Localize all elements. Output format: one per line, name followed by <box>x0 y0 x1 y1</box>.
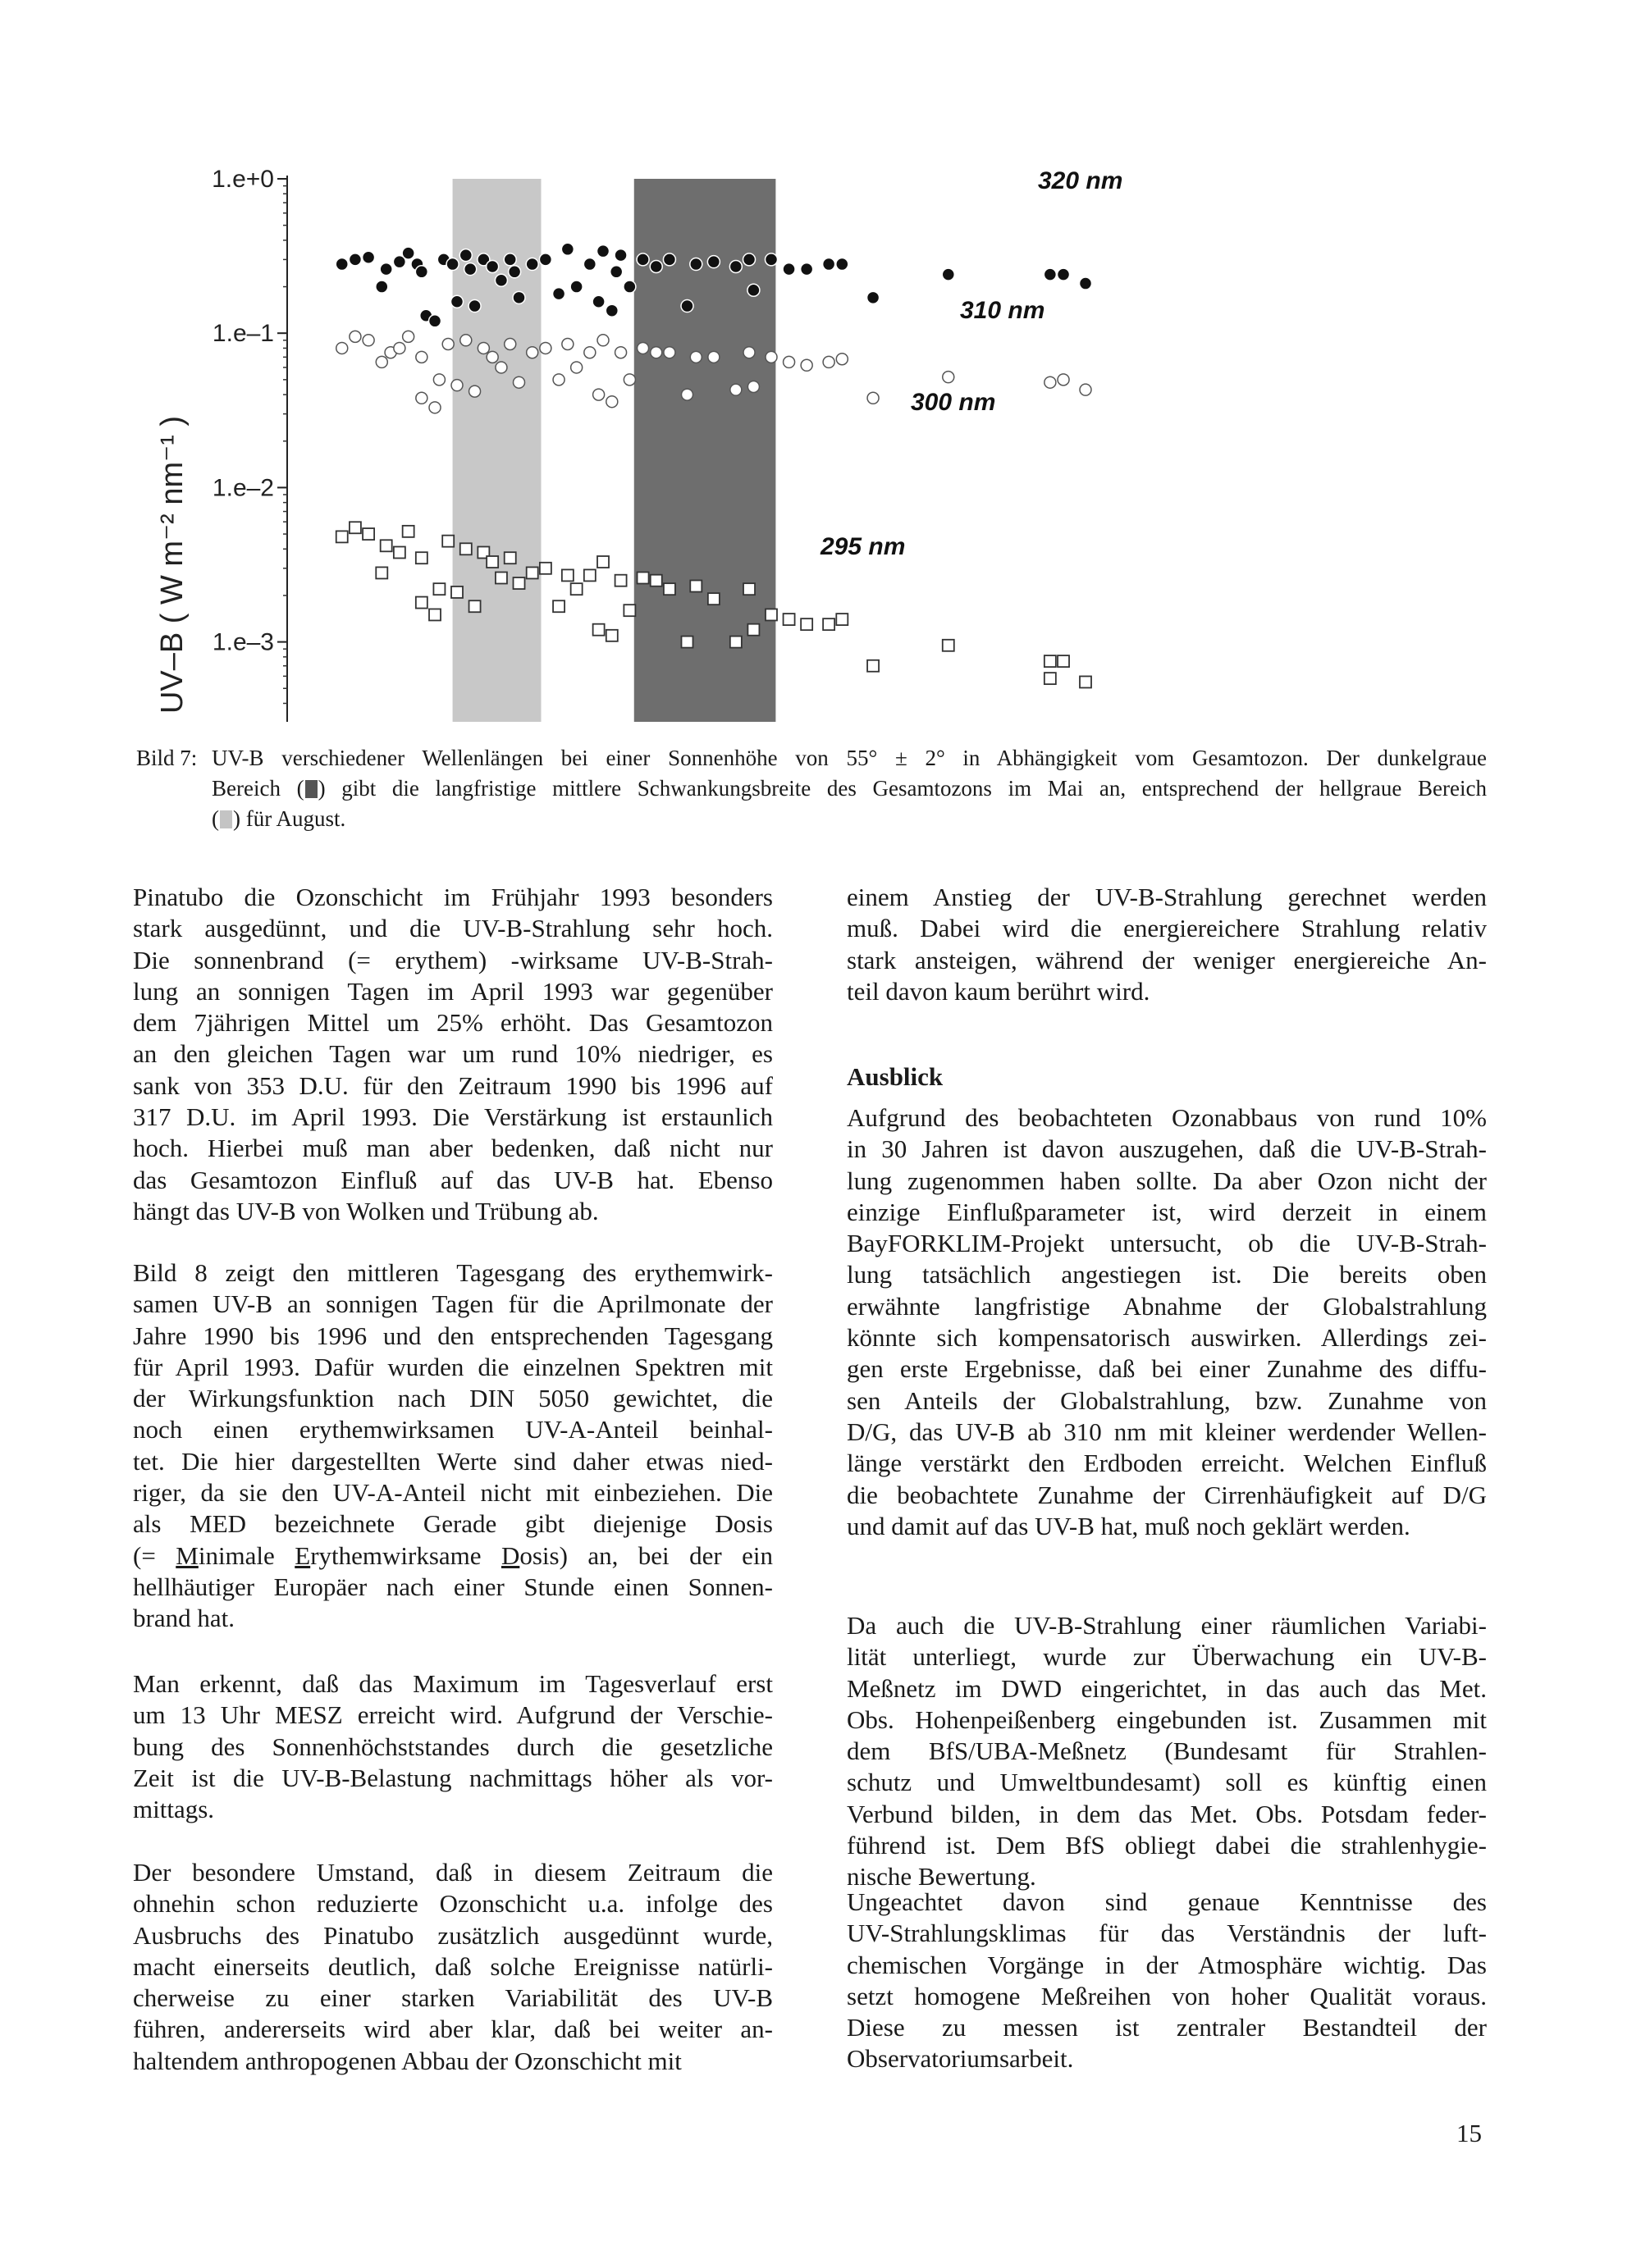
y-tick-label: 1.e–2 <box>212 474 274 502</box>
data-point-310nm <box>624 374 635 386</box>
data-point-310nm <box>593 389 605 400</box>
text-line: BayFORKLIM-Projekt untersucht, ob die UV-B-Strah- <box>847 1229 1487 1258</box>
text-line: Man erkennt, daß das Maximum im Tagesverlauf erst <box>133 1669 773 1698</box>
paragraph <box>133 882 773 1227</box>
text-line: einem Anstieg der UV-B-Strahlung gerechnet werden <box>847 883 1487 911</box>
data-point-300nm <box>394 546 405 558</box>
data-point-310nm <box>562 338 574 349</box>
text-line: Da auch die UV-B-Strahlung einer räumlichen Variabi- <box>847 1611 1487 1640</box>
data-point-320nm <box>743 253 756 266</box>
data-point-310nm <box>505 338 516 349</box>
paragraph <box>847 1102 1487 1542</box>
paragraph <box>133 1857 773 2077</box>
text-line: der Wirkungsfunktion nach DIN 5050 gewichtet, die <box>133 1384 773 1413</box>
data-point-320nm <box>363 251 375 263</box>
data-point-300nm <box>597 556 609 568</box>
caption-label: Bild 7: <box>136 746 198 770</box>
data-point-320nm <box>592 295 605 308</box>
paragraph <box>133 1668 773 1825</box>
data-point-310nm <box>350 331 361 342</box>
data-point-320nm <box>624 281 636 293</box>
data-point-320nm <box>469 300 481 313</box>
series-label-295nm: 295 nm <box>820 533 906 560</box>
text-line: macht einerseits deutlich, daß solche Ereignisse natürli- <box>133 1951 773 1981</box>
text-line: für April 1993. Dafür wurden die einzelnen Spektren mit <box>133 1352 773 1381</box>
data-point-300nm <box>487 556 498 568</box>
text-line: bung des Sonnenhöchststandes durch die gesetzliche <box>133 1732 773 1761</box>
text-line: sen Anteils der Globalstrahlung, bzw. Zunahme von <box>847 1385 1487 1415</box>
y-tick-label: 1.e–1 <box>212 320 274 348</box>
data-point-300nm <box>527 567 538 578</box>
text-line: Bild 8 zeigt den mittleren Tagesgang des erythemwirk- <box>133 1258 773 1287</box>
data-point-310nm <box>1044 376 1056 388</box>
data-point-320nm <box>867 291 880 303</box>
data-point-320nm <box>801 263 813 276</box>
data-point-300nm <box>416 552 427 564</box>
text-line: stark ausgedünnt, und die UV-B-Strahlung sehr hoch. <box>133 914 773 943</box>
y-tick-label: 1.e+0 <box>212 166 274 193</box>
data-point-300nm <box>1044 655 1056 667</box>
data-point-320nm <box>729 261 742 273</box>
data-point-300nm <box>743 583 755 595</box>
text-line: einzige Einflußparameter ist, wird derzeit in einem <box>847 1197 1487 1226</box>
data-point-300nm <box>562 569 574 581</box>
data-point-300nm <box>638 573 649 584</box>
data-point-310nm <box>664 347 675 358</box>
text-line: 317 D.U. im April 1993. Die Verstärkung ist erstaunlich <box>133 1102 773 1132</box>
data-point-310nm <box>651 347 662 358</box>
section-heading: Ausblick <box>847 1062 944 1091</box>
text-line: dem BfS/UBA-Meßnetz (Bundesamt für Strahlen- <box>847 1736 1487 1766</box>
data-point-310nm <box>394 342 405 354</box>
text-line: Ausbruchs des Pinatubo zusätzlich ausgedünnt wurde, <box>133 1920 773 1950</box>
text-line: Observatoriumsarbeit. <box>847 2044 1074 2074</box>
data-point-300nm <box>505 552 516 564</box>
text-line: riger, da sie den UV-A-Anteil nicht mit einbeziehen. Die <box>133 1478 773 1508</box>
text-line: Obs. Hohenpeißenberg eingebunden ist. Zusammen mit <box>847 1704 1487 1734</box>
text-line: als MED bezeichnete Gerade gibt diejenige Dosis <box>133 1509 773 1539</box>
dark-gray-swatch-icon <box>305 780 318 798</box>
text-line: nische Bewertung. <box>847 1862 1036 1892</box>
light-gray-swatch-icon <box>220 810 232 828</box>
data-point-310nm <box>836 354 848 365</box>
data-point-320nm <box>570 281 583 293</box>
data-point-310nm <box>416 392 427 404</box>
data-point-320nm <box>707 256 720 268</box>
data-point-300nm <box>571 583 583 595</box>
caption-line: ( ) für August. <box>212 806 346 831</box>
data-point-300nm <box>433 583 445 595</box>
data-point-310nm <box>708 351 720 363</box>
data-point-300nm <box>381 540 392 551</box>
data-point-310nm <box>336 342 348 354</box>
y-tick-label: 1.e–3 <box>212 628 274 656</box>
data-point-310nm <box>867 392 879 404</box>
data-point-310nm <box>478 342 489 354</box>
data-point-320nm <box>637 253 649 266</box>
data-point-300nm <box>416 597 427 609</box>
data-point-300nm <box>708 593 720 605</box>
data-point-320nm <box>597 245 610 258</box>
data-point-310nm <box>527 347 538 358</box>
data-point-320nm <box>415 266 427 278</box>
data-point-310nm <box>496 362 507 373</box>
data-point-320nm <box>450 295 463 308</box>
y-axis-label: UV–B ( W m⁻² nm⁻¹ ) <box>155 415 190 714</box>
text-line: muß. Dabei wird die energiereichere Strahlung relativ <box>847 914 1487 943</box>
data-point-320nm <box>942 268 954 281</box>
data-point-310nm <box>615 347 627 358</box>
text-line: das Gesamtozon Einfluß auf das UV-B hat. Ebenso <box>133 1165 773 1194</box>
text-line: Die sonnenbrand (= erythem) -wirksame UV-B-Strah- <box>133 945 773 974</box>
data-point-310nm <box>487 351 498 363</box>
data-point-300nm <box>376 567 387 578</box>
text-line: hängt das UV-B von Wolken und Trübung ab. <box>133 1196 599 1225</box>
text-line: führen, andererseits wird aber klar, daß bei weiter an- <box>133 2015 773 2044</box>
text-line: tet. Die hier dargestellten Werte sind daher etwas nied- <box>133 1446 773 1476</box>
data-point-310nm <box>1080 384 1091 395</box>
text-line: schutz und Umweltbundesamt) soll es künftig einen <box>847 1768 1487 1797</box>
data-point-300nm <box>682 637 693 648</box>
text-line: dem 7jährigen Mittel um 25% erhöht. Das Gesamtozon <box>133 1008 773 1038</box>
data-point-300nm <box>1058 655 1069 667</box>
text-line: haltendem anthropogenen Abbau der Ozonschicht mit <box>133 2046 682 2075</box>
data-point-320nm <box>495 274 507 286</box>
text-line: lung an sonnigen Tagen im April 1993 war gegenüber <box>133 976 773 1006</box>
data-point-320nm <box>504 253 516 266</box>
data-point-310nm <box>403 331 414 342</box>
data-point-320nm <box>336 258 348 271</box>
text-line: mittags. <box>133 1795 215 1824</box>
series-label-310nm: 310 nm <box>960 297 1045 324</box>
data-point-310nm <box>597 335 609 346</box>
data-point-310nm <box>451 380 463 391</box>
data-point-310nm <box>442 338 454 349</box>
data-point-320nm <box>487 261 499 273</box>
data-point-300nm <box>836 614 848 625</box>
text-line: brand hat. <box>133 1604 235 1633</box>
data-point-320nm <box>349 253 361 266</box>
data-point-310nm <box>433 374 445 386</box>
data-point-310nm <box>730 384 742 395</box>
data-point-300nm <box>336 531 348 542</box>
data-point-300nm <box>1080 676 1091 687</box>
data-point-300nm <box>584 569 596 581</box>
data-point-320nm <box>681 300 693 313</box>
data-point-320nm <box>583 258 596 271</box>
text-line: Diese zu messen ist zentraler Bestandteil der <box>847 2013 1487 2042</box>
data-point-310nm <box>460 335 472 346</box>
text-line: könnte sich kompensatorisch auswirken. Allerdings zei- <box>847 1323 1487 1353</box>
data-point-310nm <box>690 351 702 363</box>
text-line: länge verstärkt den Erdboden erreicht. Welchen Einfluß <box>847 1449 1487 1478</box>
data-point-310nm <box>823 356 834 367</box>
data-point-300nm <box>624 605 635 616</box>
data-point-300nm <box>350 522 361 533</box>
data-point-320nm <box>836 258 848 271</box>
data-point-300nm <box>943 640 954 651</box>
data-point-320nm <box>446 258 459 271</box>
text-line: (= Minimale Erythemwirksame Dosis) an, bei der ein <box>133 1540 773 1570</box>
text-line: die beobachtete Zunahme der Cirrenhäufigkeit auf D/G <box>847 1480 1487 1509</box>
text-line: teil davon kaum berührt wird. <box>847 976 1150 1006</box>
text-line: Meßnetz im DWD eingerichtet, in das auch das Met. <box>847 1673 1487 1703</box>
text-line: hellhäutiger Europäer nach einer Stunde einen Sonnen- <box>133 1572 773 1601</box>
data-point-310nm <box>638 342 649 354</box>
data-point-320nm <box>615 249 627 262</box>
data-point-300nm <box>469 600 481 612</box>
page-number: 15 <box>1456 2119 1482 2147</box>
text-line: an den gleichen Tagen war um rund 10% niedriger, es <box>133 1039 773 1069</box>
text-line: gen erste Ergebnisse, daß bei einer Zunahme des diffu- <box>847 1354 1487 1384</box>
text-line: cherweise zu einer starken Variabilität des UV-B <box>133 1983 773 2013</box>
data-point-300nm <box>606 630 618 641</box>
data-point-310nm <box>363 335 374 346</box>
data-point-320nm <box>765 253 777 266</box>
text-line: führend ist. Dem BfS obliegt dabei die strahlenhygie- <box>847 1831 1487 1860</box>
data-point-320nm <box>561 243 574 255</box>
data-point-300nm <box>784 614 795 625</box>
data-point-300nm <box>867 660 879 672</box>
data-point-300nm <box>690 581 702 592</box>
text-line: lung zugenommen haben sollte. Da aber Ozon nicht der <box>847 1166 1487 1195</box>
data-point-320nm <box>513 291 525 303</box>
data-point-320nm <box>606 304 618 317</box>
data-point-310nm <box>584 347 596 358</box>
data-point-300nm <box>593 624 605 636</box>
data-point-300nm <box>801 618 812 630</box>
data-point-310nm <box>766 351 777 363</box>
series-label-300nm: 300 nm <box>911 389 996 416</box>
data-point-310nm <box>540 342 551 354</box>
text-line: Verbund bilden, in dem das Met. Obs. Potsdam feder- <box>847 1799 1487 1828</box>
data-point-300nm <box>429 609 441 620</box>
text-line: Ungeachtet davon sind genaue Kenntnisse des <box>847 1887 1487 1916</box>
data-point-310nm <box>784 356 795 367</box>
data-point-320nm <box>747 284 760 296</box>
data-point-300nm <box>496 573 507 584</box>
data-point-310nm <box>416 351 427 363</box>
text-line: noch einen erythemwirksamen UV-A-Anteil beinhal- <box>133 1415 773 1444</box>
text-line: D/G, das UV-B ab 310 nm mit kleiner werdender Wellen- <box>847 1417 1487 1446</box>
text-line: UV-Strahlungsklimas für das Verständnis der luft- <box>847 1919 1487 1948</box>
data-point-310nm <box>1058 374 1069 386</box>
text-line: Pinatubo die Ozonschicht im Frühjahr 1993 besonders <box>133 883 773 911</box>
data-point-320nm <box>1044 268 1056 281</box>
data-point-310nm <box>376 356 387 367</box>
data-point-320nm <box>650 261 662 273</box>
data-point-310nm <box>571 362 583 373</box>
data-point-300nm <box>451 586 463 598</box>
data-point-300nm <box>615 575 627 586</box>
text-line: Aufgrund des beobachteten Ozonabbaus von rund 10% <box>847 1103 1487 1132</box>
text-line: lität unterliegt, wurde zur Überwachung ein UV-B- <box>847 1642 1487 1672</box>
data-point-300nm <box>514 577 525 589</box>
data-point-310nm <box>747 381 759 392</box>
text-line: setzt homogene Meßreihen von hoher Qualität voraus. <box>847 1981 1487 2010</box>
text-line: und damit auf das UV-B hat, muß noch geklärt werden. <box>847 1511 1410 1540</box>
paragraph <box>847 882 1487 1007</box>
text-line: erwähnte langfristige Abnahme der Globalstrahlung <box>847 1291 1487 1321</box>
text-line: lung tatsächlich angestiegen ist. Die bereits oben <box>847 1260 1487 1289</box>
data-point-320nm <box>539 253 551 266</box>
data-point-300nm <box>664 583 675 595</box>
data-point-320nm <box>526 258 538 271</box>
series-label-320nm: 320 nm <box>1038 167 1123 194</box>
text-line: hoch. Hierbei muß man aber bedenken, daß nicht nur <box>133 1134 773 1163</box>
data-point-310nm <box>801 359 812 371</box>
data-point-310nm <box>553 374 565 386</box>
data-point-320nm <box>553 288 565 300</box>
text-line: ohnehin schon reduzierte Ozonschicht u.a. infolge des <box>133 1889 773 1919</box>
data-point-320nm <box>663 253 675 266</box>
text-line: Jahre 1990 bis 1996 und den entsprechenden Tagesgang <box>133 1321 773 1350</box>
data-point-300nm <box>1044 673 1056 684</box>
text-line: chemischen Vorgänge in der Atmosphäre wichtig. Das <box>847 1950 1487 1979</box>
data-point-310nm <box>943 372 954 383</box>
figure-caption <box>136 743 1487 834</box>
text-line: um 13 Uhr MESZ erreicht wird. Aufgrund der Verschie- <box>133 1700 773 1730</box>
data-point-310nm <box>429 402 441 413</box>
caption-line: UV-B verschiedener Wellenlängen bei einer Sonnenhöhe von 55° ± 2° in Abhängigkeit vom Gesamtozon. Der dunkelgraue <box>212 746 1487 770</box>
text-line: Zeit ist die UV-B-Belastung nachmittags höher als vor- <box>133 1763 773 1792</box>
data-point-320nm <box>1080 277 1092 290</box>
data-point-310nm <box>682 389 693 400</box>
data-point-320nm <box>783 263 795 276</box>
data-point-300nm <box>363 528 374 540</box>
data-point-310nm <box>469 386 481 397</box>
data-point-300nm <box>730 637 742 648</box>
uvb-scatter-chart <box>0 0 1641 722</box>
paragraph <box>847 1887 1487 2075</box>
text-line: stark ansteigen, während der weniger energiereiche An- <box>847 945 1487 974</box>
data-point-300nm <box>442 536 454 547</box>
data-point-320nm <box>823 258 835 271</box>
data-point-320nm <box>509 266 521 278</box>
caption-line: Bereich ( ) gibt die langfristige mittlere Schwankungsbreite des Gesamtozons im Mai an, entsprechend der hellgraue Bereich <box>212 776 1487 801</box>
data-point-310nm <box>743 347 755 358</box>
data-point-300nm <box>540 563 551 574</box>
data-point-300nm <box>651 575 662 586</box>
data-point-310nm <box>514 376 525 388</box>
text-line: samen UV-B an sonnigen Tagen für die Aprilmonate der <box>133 1289 773 1319</box>
text-line: sank von 353 D.U. für den Zeitraum 1990 bis 1996 auf <box>133 1070 773 1100</box>
data-point-300nm <box>553 600 565 612</box>
data-point-300nm <box>403 526 414 537</box>
text-line: in 30 Jahren ist davon auszugehen, daß die UV-B-Strah- <box>847 1134 1487 1164</box>
data-point-320nm <box>610 266 623 278</box>
data-point-320nm <box>690 258 702 271</box>
data-point-300nm <box>747 624 759 636</box>
data-point-320nm <box>1058 268 1070 281</box>
data-point-320nm <box>459 249 472 262</box>
data-point-320nm <box>464 263 477 276</box>
paragraph <box>133 1257 773 1635</box>
data-point-320nm <box>429 315 441 327</box>
data-point-310nm <box>606 396 618 408</box>
data-point-300nm <box>460 543 472 554</box>
text-line: Der besondere Umstand, daß in diesem Zeitraum die <box>133 1858 773 1887</box>
data-point-300nm <box>823 618 834 630</box>
data-point-320nm <box>376 281 388 293</box>
data-point-300nm <box>766 609 777 620</box>
data-point-320nm <box>402 247 414 259</box>
paragraph <box>847 1610 1487 1893</box>
data-point-320nm <box>380 263 392 276</box>
